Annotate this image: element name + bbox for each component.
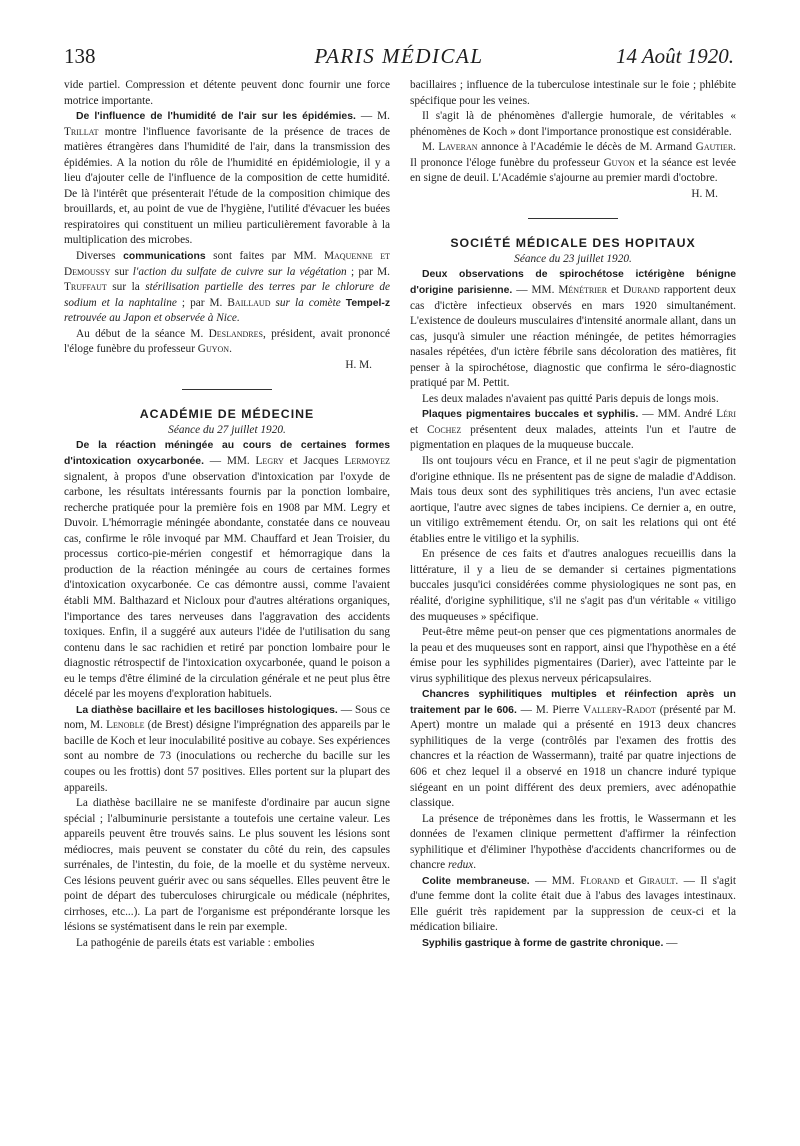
paragraph: Syphilis gastrique à forme de gastrite chronique. — (422, 936, 678, 949)
paragraph: bacillaires ; influence de la tuberculose intestinale sur le foie ; phlébite spécifique pour les veines. (410, 79, 736, 107)
author-name: Truffaut (64, 281, 107, 294)
paragraph: Colite membraneuse. — MM. Florand et Girault. — Il s'agit d'une femme dont la colite était due à l'abus des lavages intestinaux. Elle guérit très rapidement par la suppression de ceux-ci et la médication biliaire. (410, 874, 737, 934)
author-name: Maquenne et Demoussy (64, 250, 390, 278)
section-divider (182, 389, 272, 390)
article-heading: communications (123, 251, 206, 263)
paragraph: La diathèse bacillaire et les bacilloses histologiques. — Sous ce nom, M. Lenoble (de Brest) désigne l'imprégnation des appareils par le bacille de Koch et leur inoculabilité positive au cobaye. Ses expériences sont au nombre de 73 (inoculations ou recherche du bacille sur les coupes ou les frottis) dont 57 positives. Elles portent sur la plupart des appareils. (64, 703, 391, 794)
session-date: Séance du 23 juillet 1920. (514, 252, 632, 265)
paragraph: Les deux malades n'avaient pas quitté Paris depuis de longs mois. (422, 392, 719, 405)
author-name: Deslandres (208, 327, 263, 340)
paragraph: De la réaction méningée au cours de certaines formes d'intoxication oxycarbonée. — MM. Legry et Jacques Lermoyez signalent, à propos d'une observation d'intoxication par l'oxyde de carbone, les résultats intéressants fournis par la ponction lombaire, recherche pratiquée pour la première fois en 1908 par MM. Legry et Duvoir. L'hémorragie méningée abondante, constatée dans ce nouveau cas, confirme le rôle invoqué par MM. Chauffard et Jean Troisier, du processus cortico-pie-mérien congestif et hémorragique dans la production de la réaction méningée au cours de certaines formes d'intoxication oxycarbonée. Ce cas démontre aussi, comme l'avaient établi MM. Balthazard et Nicloux pour d'autres altérations organiques, l'importance des tares nerveuses dans l'aggravation des accidents toxiques. Enfin, il a suggéré aux auteurs l'idée de l'utilisation du sang contenu dans le sac rachidien et retiré par ponction lombaire pour le diagnostic rétrospectif de l'intoxication oxycarbonée, quand le poison a eu le temps d'être éliminé de la circulation générale et ne peut plus être décelé par les moyens d'exploration habituels. (64, 440, 390, 701)
author-name: Durand (623, 284, 660, 297)
paragraph: En présence de ces faits et d'autres analogues recueillis dans la littérature, il y a lieu de se demander si certaines pigmentations buccales jusqu'ici considérées comme physiologiques ne sont pas, en réalité, d'origine syphilitique, s'il ne s'agit pas d'un véritable « vitiligo des muqueuses » spécifique. (410, 548, 736, 623)
article-heading: Syphilis gastrique à forme de gastrite chronique. (422, 937, 664, 949)
paragraph: vide partiel. Compression et détente peuvent donc fournir une force motrice importante. (64, 79, 390, 107)
author-name: Guyon (603, 156, 635, 169)
left-column (64, 78, 390, 952)
author-name: Cochez (427, 423, 462, 436)
section-divider (528, 218, 618, 219)
paragraph: Diverses communications sont faites par MM. Maquenne et Demoussy sur l'action du sulfate de cuivre sur la végétation ; par M. Truffaut sur la stérilisation partielle des terres par le chlorure de sodium et la naphtaline ; par M. Baillaud sur la comète Tempel-z retrouvée au Japon et observée à Nice. (64, 250, 391, 325)
paragraph: La pathogénie de pareils états est variable : embolies (76, 936, 315, 949)
author-name: Vallery-Radot (583, 703, 656, 716)
paragraph: Peut-être même peut-on penser que ces pigmentations anormales de la peau et des muqueuses sont en rapport, ainsi que l'hypothèse en a été émise pour les syphilides pigmentaires (Darier), avec l'atteinte par le virus syphilitique des plexus nerveux péricapsulaires. (410, 626, 736, 685)
journal-title: PARIS MÉDICAL (314, 44, 484, 68)
author-name: Lenoble (106, 719, 145, 732)
page-number: 138 (64, 44, 96, 68)
issue-date: 14 Août 1920. (615, 44, 734, 68)
author-name: Florand (580, 874, 620, 887)
article-heading: Colite membraneuse. (422, 875, 530, 887)
right-column (410, 78, 736, 952)
section-title: ACADÉMIE DE MÉDECINE (139, 407, 315, 422)
paragraph: La présence de tréponèmes dans les frottis, le Wassermann et les données de l'examen clinique permettent d'affirmer la réinfection syphilitique et d'éliminer l'hypothèse d'accidents chancriformes ou de chancre redux. (410, 812, 736, 872)
section-title: SOCIÉTÉ MÉDICALE DES HOPITAUX (450, 236, 696, 251)
author-name: Baillaud (227, 296, 271, 309)
session-date: Séance du 27 juillet 1920. (168, 423, 286, 436)
author-name: Girault (638, 874, 676, 887)
author-name: Guyon (197, 343, 230, 356)
paragraph: Au début de la séance M. Deslandres, président, avait prononcé l'éloge funèbre du professeur Guyon. (64, 327, 390, 356)
paragraph: La diathèse bacillaire ne se manifeste d'ordinaire par aucun signe spécial ; l'albuminurie persistante a toutefois une certaine valeur. Les appareils peuvent être trouvés sains. Le plus souvent les lésions sont médiocres, mais peuvent se constater du côté du rein, des capsules surrénales, de l'intestin, du foie, de la moelle et du système nerveux. Ces lésions peuvent guérir avec ou sans séquelles. Elles peuvent être le point de départ des tuberculoses chirurgicale ou médicale (néphrites, cirrhoses, etc...). La part de l'organisme est prépondérante lorsque les lésions se systématisent dans le rein par exemple. (64, 797, 390, 934)
paragraph: De l'influence de l'humidité de l'air sur les épidémies. — M. Trillat montre l'influence favorisante de la présence de traces de matières étrangères dans l'humidité de l'air, dans la transmission des épidémies. A la notion du rôle de l'humidité en épidémiologie, il y a lieu d'ajouter celle de l'influence de la composition de cette humidité. De là l'intérêt que présenterait l'étude de la composition chimique des brouillards, et, au point de vue de l'hygiène, l'utilité d'évacuer les buées respiratoires qui constituent un milieu particulièrement favorable à la multiplication des microbes. (64, 110, 390, 247)
paragraph: Deux observations de spirochétose ictérigène bénigne d'origine parisienne. — MM. Ménétrier et Durand rapportent deux cas d'ictère infectieux observés en mars 1920 simultanément. L'existence de douleurs musculaires d'intensité anormale allant, dans un cas, jusqu'à simuler une réaction méningée, de petites hémorragies nasales répétées, d'un ictère fébrile sans décoloration des matières, fit penser à la spirochétose, diagnostic que confirma le séro-diagnostic pratiqué par M. Pettit. (410, 269, 737, 390)
signature: H. M. (691, 187, 718, 200)
author-name: Ménétrier (558, 284, 608, 297)
paragraph: Plaques pigmentaires buccales et syphilis. — MM. André Léri et Cochez présentent deux malades, atteints l'un et l'autre de pigmentation en plaques de la muqueuse buccale. (410, 408, 736, 452)
article-heading: La diathèse bacillaire et les bacilloses histologiques. (76, 704, 338, 716)
paragraph: Chancres syphilitiques multiples et réinfection après un traitement par le 606. — M. Pierre Vallery-Radot (présenté par M. Apert) montre un malade qui a présenté en 1913 deux chancres syphilitiques de la verge (contrôlés par l'examen des frottis des chancres et la réaction de Wassermann), traité par quatre injections de 606 et chez lequel il a observé en 1918 un chancre induré typique siégeant en un point différent des deux premiers, avec adénopathie classique. (410, 689, 737, 810)
article-heading: Chancres syphilitiques multiples et réinfection après un traitement par le 606. (410, 689, 736, 716)
article-heading: Plaques pigmentaires buccales et syphilis. (422, 409, 639, 421)
paragraph: Il s'agit là de phénomènes d'allergie humorale, de véritables « phénomènes de Koch » dont l'importance pronostique est considérable. (410, 110, 736, 138)
article-heading: De l'influence de l'humidité de l'air sur les épidémies. (76, 111, 356, 123)
page-header (64, 44, 734, 74)
article-heading: De la réaction méningée au cours de certaines formes d'intoxication oxycarbonée. (64, 440, 390, 468)
paragraph: Ils ont toujours vécu en France, et il ne peut s'agir de pigmentation d'origine ethnique. Ils ne présentent pas de signe de maladie d'Addison. Mais tous deux sont des syphilitiques très anciens, l'un avec ectasie aortique, l'autre avec signes de tabes incipiens. Ce dernier a, en outre, un vitiligo extrêmement étendu. Or, on sait les relations qui ont été établies entre le vitiligo et la syphilis. (410, 455, 736, 545)
article-heading: Deux observations de spirochétose ictérigène bénigne d'origine parisienne. (410, 269, 736, 297)
author-name: Legry (255, 455, 284, 468)
paragraph: M. Laveran annonce à l'Académie le décès de M. Armand Gautier. Il prononce l'éloge funèbre du professeur Guyon et la séance est levée en signe de deuil. L'Académie s'ajourne au premier mardi d'octobre. (410, 141, 736, 185)
author-name: Gautier (695, 141, 734, 154)
author-name: Laveran (438, 141, 478, 154)
author-name: Léri (716, 408, 736, 421)
author-name: Trillat (64, 125, 99, 138)
author-name: Lermoyez (344, 455, 390, 468)
signature: H. M. (345, 358, 372, 371)
